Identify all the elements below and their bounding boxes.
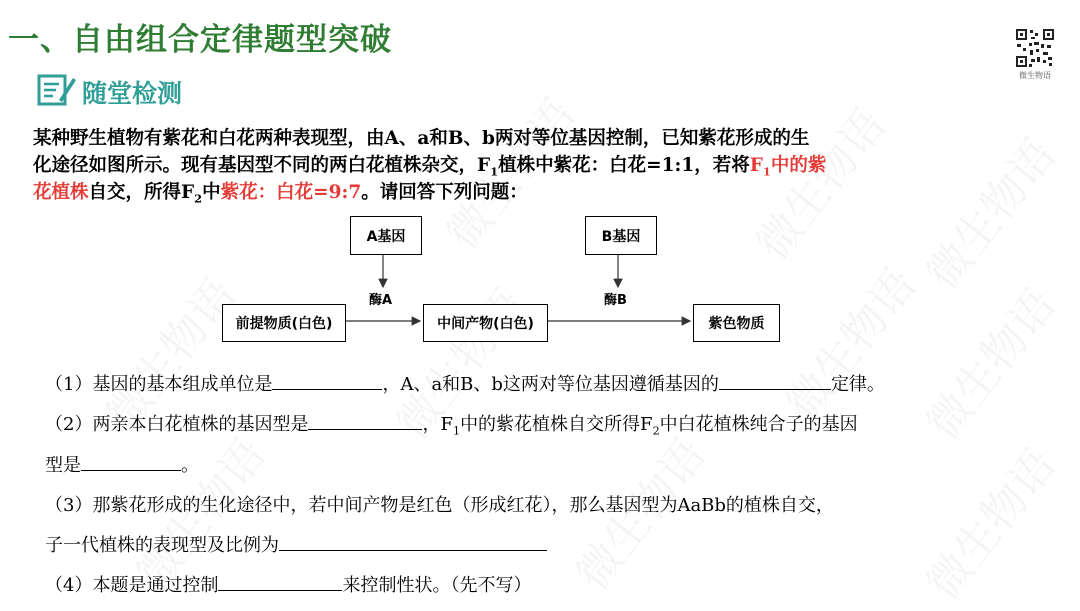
intermediate-box: 中间产物(白色): [423, 304, 548, 342]
answer-blank[interactable]: [81, 454, 181, 471]
question-3: （3）那紫花形成的生化途径中，若中间产物是红色（形成红花），那么基因型为AaBb的植株自交，: [45, 495, 834, 516]
question-1: （1）基因的基本组成单位是 ，A、a和B、b这两对等位基因遵循基因的 定律。: [45, 374, 885, 395]
purple-substance-box: 紫色物质: [693, 304, 780, 342]
page-title: 一、自由组合定律题型突破: [8, 22, 392, 58]
intro-line-2: 化途径如图所示。现有基因型不同的两白花植株杂交，$F_1$植株中紫花：白花=1:1，若将$F_1$中的紫: [33, 155, 827, 179]
qr-caption: 微生物语: [1019, 71, 1051, 80]
answer-blank[interactable]: [279, 534, 547, 551]
intro-line-3: 花植株自交，所得$F_2$中紫花：白花=9:7。请回答下列问题：: [33, 182, 528, 206]
gene-b-box: B基因: [585, 216, 657, 255]
question-4: （4）本题是通过控制 来控制性状。（先不写）: [45, 575, 532, 596]
question-2: （2）两亲本白花植株的基因型是 ，$F_1$中的紫花植株自交所得$F_2$中白花植株纯合子的基因: [45, 414, 858, 438]
intro-line-1: 某种野生植物有紫花和白花两种表现型，由A、a和B、b两对等位基因控制，已知紫花形成的生: [33, 128, 810, 149]
precursor-box: 前提物质(白色): [222, 304, 346, 342]
enzyme-a-label: 酶A: [369, 293, 393, 308]
gene-a-box: A基因: [350, 216, 422, 255]
question-2-cont: 型是 。: [45, 455, 199, 476]
answer-blank[interactable]: [719, 373, 831, 390]
section-heading: 随堂检测: [82, 79, 183, 108]
answer-blank[interactable]: [218, 574, 342, 591]
enzyme-b-label: 酶B: [604, 293, 627, 308]
answer-blank[interactable]: [272, 373, 382, 390]
question-3-cont: 子一代植株的表现型及比例为: [45, 531, 547, 557]
answer-blank[interactable]: [308, 413, 422, 430]
